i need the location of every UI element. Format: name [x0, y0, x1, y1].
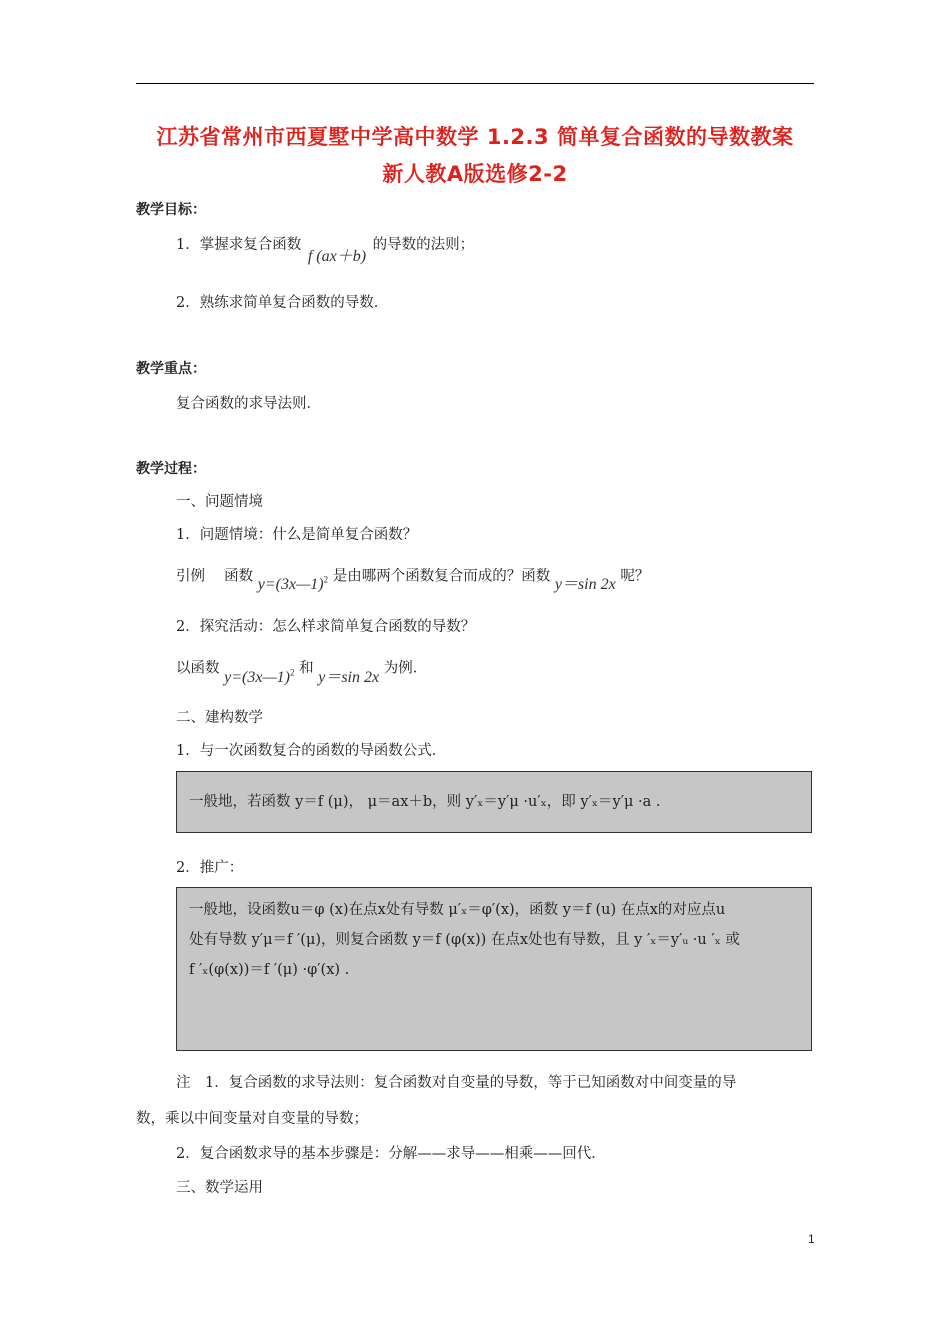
formula-box-1 [176, 771, 812, 833]
example-1-middle: 是由哪两个函数复合而成的？函数 [332, 568, 551, 585]
objective-1-tail: 的导数的法则； [372, 237, 475, 253]
example-1 [176, 561, 650, 594]
question-1: 1．问题情境：什么是简单复合函数？ [176, 527, 418, 543]
note-2: 2．复合函数求导的基本步骤是：分解——求导——相乘——回代． [176, 1146, 606, 1162]
example-1-label: 引例 函数 [176, 568, 254, 585]
title-line-2: 新人教A版选修2-2 [382, 162, 568, 186]
formula-box-1-text: 一般地，若函数 y＝f (μ)， μ＝ax＋b，则 y′ₓ＝y′μ ·u′ₓ，即 y′ₓ＝y′μ ·a . [189, 794, 661, 810]
formula-box-2-line-3: f ′ₓ(φ(x))＝f ′(μ) ·φ′(x) . [189, 962, 350, 978]
example-1-formula-1: y=(3x—1)$^2$ [257, 575, 329, 594]
objective-1-formula: f (ax＋b) [307, 248, 367, 265]
example-1-tail: 呢？ [620, 568, 650, 585]
title-line-1: 江苏省常州市西夏墅中学高中数学 1.2.3 简单复合函数的导数教案 [156, 125, 794, 149]
section-3-heading: 三、数学运用 [176, 1180, 263, 1196]
question-2: 2．探究活动：怎么样求简单复合函数的导数？ [176, 619, 476, 635]
objectives-heading: 教学目标： [136, 202, 206, 218]
rule-2: 2．推广： [176, 860, 244, 876]
example-2 [176, 653, 428, 687]
note-1-line-2: 数，乘以中间变量对自变量的导数； [136, 1111, 368, 1127]
keypoint-heading: 教学重点： [136, 361, 206, 377]
note-1-line-1: 注 1．复合函数的求导法则：复合函数对自变量的导数，等于已知函数对中间变量的导 [176, 1075, 737, 1091]
objective-2: 2．熟练求简单复合函数的导数． [176, 295, 389, 311]
objective-1-text: 1．掌握求复合函数 [176, 237, 302, 253]
page-number: 1 [808, 1232, 815, 1246]
formula-box-2 [176, 887, 812, 1051]
formula-box-2-line-1: 一般地，设函数u＝φ (x)在点x处有导数 μ′ₓ＝φ′(x)，函数 y＝f (u) 在点x的对应点u [189, 902, 726, 918]
keypoint-text: 复合函数的求导法则． [176, 396, 321, 412]
rule-1: 1．与一次函数复合的函数的导函数公式． [176, 743, 447, 759]
section-2-heading: 二、建构数学 [176, 710, 263, 726]
formula-box-2-line-2: 处有导数 y′μ＝f ′(μ)，则复合函数 y＝f (φ(x)) 在点x处也有导数，且 y ′ₓ＝y′ᵤ ·u ′ₓ 或 [189, 932, 740, 948]
section-1-heading: 一、问题情境 [176, 494, 263, 510]
example-2-label: 以函数 [176, 660, 220, 677]
example-2-formula-1: y=(3x—1)$^2$ [224, 668, 295, 687]
process-heading: 教学过程： [136, 461, 206, 477]
objective-1 [176, 235, 475, 265]
example-2-formula-2: y＝sin 2x [318, 669, 380, 687]
example-1-formula-2: y＝sin 2x [554, 576, 616, 594]
example-2-and: 和 [299, 660, 314, 677]
header-rule [136, 83, 814, 84]
example-2-tail: 为例． [383, 660, 428, 677]
